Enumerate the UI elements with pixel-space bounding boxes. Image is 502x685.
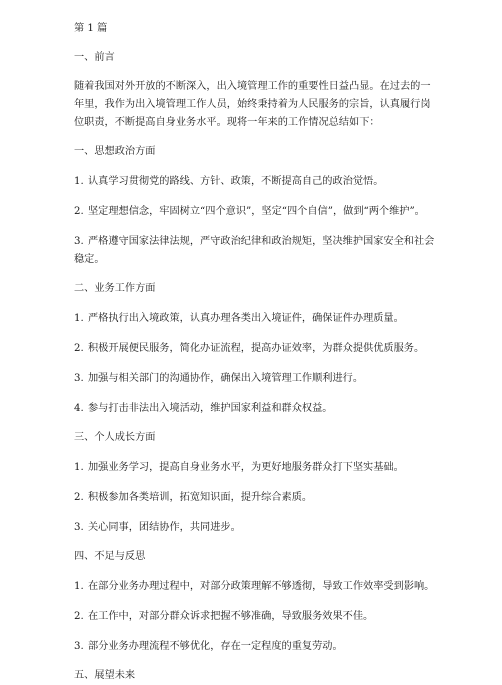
list-item-text: 加强业务学习，提高自身业务水平，为更好地服务群众打下坚实基础。 <box>88 462 404 473</box>
list-item-number: 3. <box>74 373 84 384</box>
list-item-number: 2. <box>74 343 84 354</box>
list-item-text: 积极开展便民服务，简化办证流程，提高办证效率，为群众提供优质服务。 <box>88 343 425 354</box>
list-item-text: 严格执行出入境政策，认真办理各类出入境证件，确保证件办理质量。 <box>88 313 404 324</box>
list-item-number: 1. <box>74 462 84 473</box>
list-item-text: 在工作中，对部分群众诉求把握不够准确，导致服务效果不佳。 <box>88 611 374 622</box>
list-item-number: 2. <box>74 492 84 503</box>
list-item-text: 认真学习贯彻党的路线、方针、政策，不断提高自己的政治觉悟。 <box>88 176 384 187</box>
intro-paragraph: 随着我国对外开放的不断深入，出入境管理工作的重要性日益凸显。在过去的一年里，我作为出入境管理工作人员，始终秉持着为人民服务的宗旨，认真履行岗位职责，不断提高自身业务水平。现将一年来的工作情况总结如下： <box>74 81 431 128</box>
page-label: 第 1 篇 <box>74 23 108 34</box>
list-item-number: 1. <box>74 581 84 592</box>
list-item-number: 1. <box>74 176 84 187</box>
list-item <box>74 340 440 358</box>
section-heading-intro: 一、前言 <box>74 52 115 63</box>
list-item-text: 关心同事，团结协作，共同进步。 <box>88 522 241 533</box>
list-item-number: 3. <box>74 641 84 652</box>
list-item-text: 加强与相关部门的沟通协作，确保出入境管理工作顺利进行。 <box>88 373 364 384</box>
list-item-text: 严格遵守国家法律法规，严守政治纪律和政治规矩，坚决维护国家安全和社会稳定。 <box>74 236 435 265</box>
section-heading-growth: 三、个人成长方面 <box>74 432 156 443</box>
list-item <box>74 203 440 221</box>
list-item-number: 2. <box>74 611 84 622</box>
list-item-number: 4. <box>74 403 84 414</box>
list-item <box>74 578 440 596</box>
list-item <box>74 489 440 507</box>
section-heading-business: 二、业务工作方面 <box>74 283 156 294</box>
list-item-number: 1. <box>74 313 84 324</box>
list-item-text: 部分业务办理流程不够优化，存在一定程度的重复劳动。 <box>88 641 343 652</box>
list-item-text: 在部分业务办理过程中，对部分政策理解不够透彻，导致工作效率受到影响。 <box>88 581 435 592</box>
section-heading-reflection: 四、不足与反思 <box>74 551 146 562</box>
list-item <box>74 459 440 477</box>
list-item-number: 3. <box>74 522 84 533</box>
list-item-text: 积极参加各类培训，拓宽知识面，提升综合素质。 <box>88 492 313 503</box>
list-item <box>74 173 440 191</box>
list-item-number: 2. <box>74 206 84 217</box>
list-item-number: 3. <box>74 236 84 247</box>
list-item <box>74 638 440 656</box>
list-item <box>74 400 440 418</box>
list-item-text: 坚定理想信念，牢固树立“四个意识”，坚定“四个自信”，做到“两个维护”。 <box>88 206 425 217</box>
list-item <box>74 310 440 328</box>
list-item <box>74 370 440 388</box>
list-item <box>74 608 440 626</box>
list-item <box>74 519 440 537</box>
document-body <box>74 20 440 685</box>
section-heading-political: 一、思想政治方面 <box>74 146 156 157</box>
section-heading-outlook: 五、展望未来 <box>74 670 136 681</box>
list-item <box>74 233 440 269</box>
list-item-text: 参与打击非法出入境活动，维护国家利益和群众权益。 <box>88 403 333 414</box>
